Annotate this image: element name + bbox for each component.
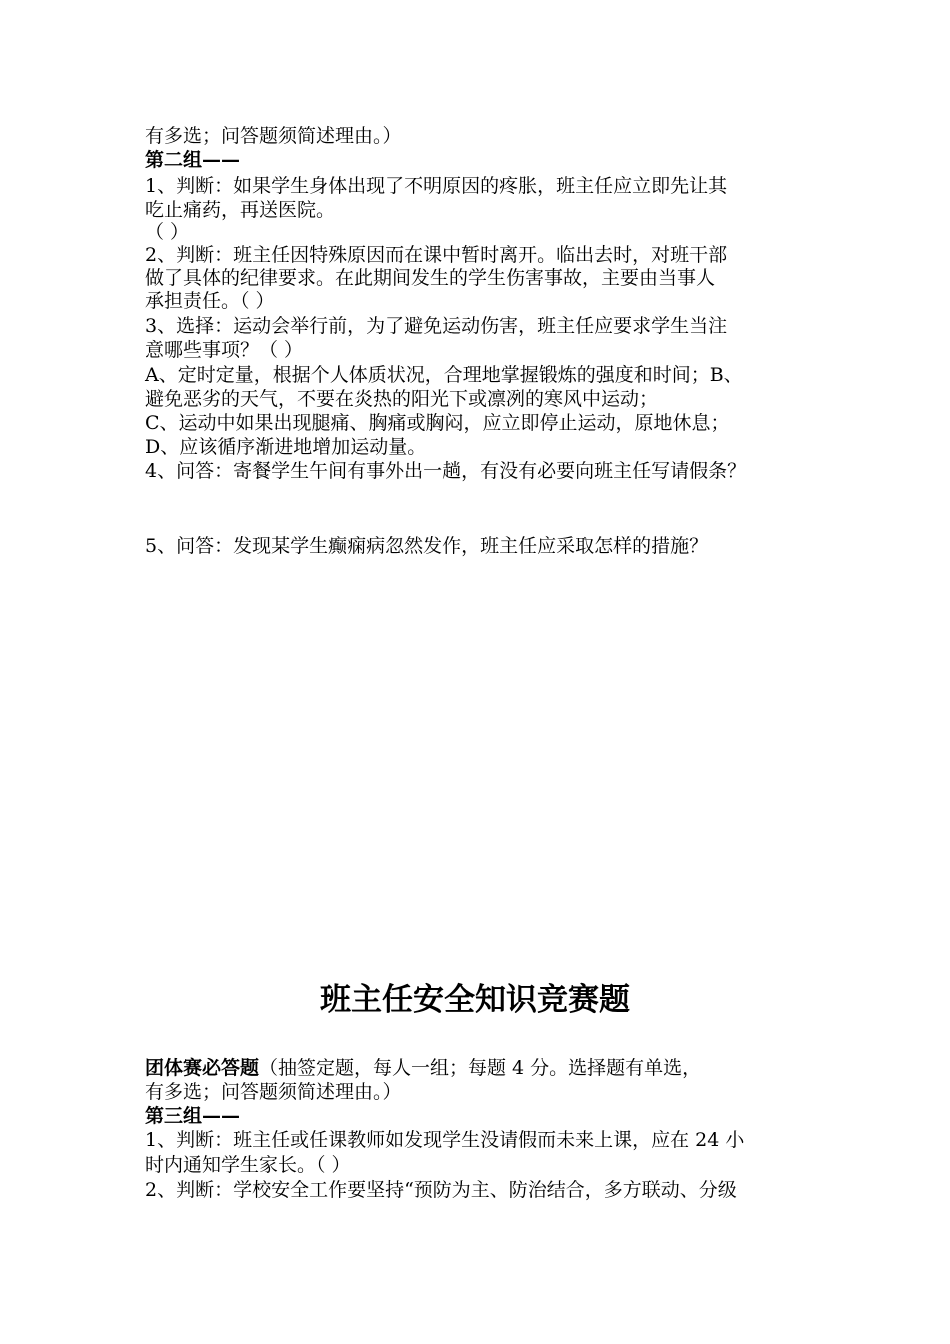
question-2-line-1: 2、判断：班主任因特殊原因而在课中暂时离开。临出去时，对班干部 bbox=[145, 244, 728, 266]
question-2-line-2: 做了具体的纪律要求。在此期间发生的学生伤害事故，主要由当事人 bbox=[145, 267, 716, 289]
question-3-line-1: 3、选择：运动会举行前，为了避免运动伤害，班主任应要求学生当注 bbox=[145, 315, 728, 337]
question-1-answer-blank: （ ） bbox=[145, 221, 190, 243]
page-title: 班主任安全知识竞赛题 bbox=[320, 982, 630, 1018]
question-3-option-d: D、应该循序渐进地增加运动量。 bbox=[145, 436, 427, 458]
question-5-line-1: 5、问答：发现某学生癫痫病忽然发作，班主任应采取怎样的措施？ bbox=[145, 535, 709, 557]
intro-continuation: 有多选；问答题须简述理由。） bbox=[145, 125, 402, 147]
question-3-option-b: 避免恶劣的天气，不要在炎热的阳光下或凛冽的寒风中运动； bbox=[145, 388, 659, 410]
intro-continuation-2: 有多选；问答题须简述理由。） bbox=[145, 1081, 402, 1103]
question-3-option-a: A、定时定量，根据个人体质状况，合理地掌握锻炼的强度和时间；B、 bbox=[145, 364, 743, 386]
question-2-b-line-1: 2、判断：学校安全工作要坚持“预防为主、防治结合，多方联动、分级 bbox=[145, 1179, 737, 1201]
group-heading-3: 第三组—— bbox=[145, 1105, 241, 1127]
question-1-b-line-1: 1、判断：班主任或任课教师如发现学生没请假而未来上课，应在 24 小 bbox=[145, 1129, 745, 1151]
intro-line bbox=[145, 1056, 701, 1080]
question-3-option-c: C、运动中如果出现腿痛、胸痛或胸闷，应立即停止运动，原地休息； bbox=[145, 412, 730, 434]
question-1-b-line-2: 时内通知学生家长。（ ） bbox=[145, 1154, 351, 1176]
question-4-line-1: 4、问答：寄餐学生午间有事外出一趟，有没有必要向班主任写请假条？ bbox=[145, 460, 747, 482]
intro-bold-label: 团体赛必答题 bbox=[145, 1057, 260, 1079]
question-3-line-2: 意哪些事项？（ ） bbox=[145, 339, 304, 361]
question-2-line-3: 承担责任。（ ） bbox=[145, 290, 275, 312]
intro-rest: （抽签定题，每人一组；每题 4 分。选择题有单选， bbox=[259, 1057, 702, 1079]
question-1-line-1: 1、判断：如果学生身体出现了不明原因的疼胀，班主任应立即先让其 bbox=[145, 175, 728, 197]
question-1-line-2: 吃止痛药，再送医院。 bbox=[145, 199, 336, 221]
group-heading-2: 第二组—— bbox=[145, 149, 241, 171]
